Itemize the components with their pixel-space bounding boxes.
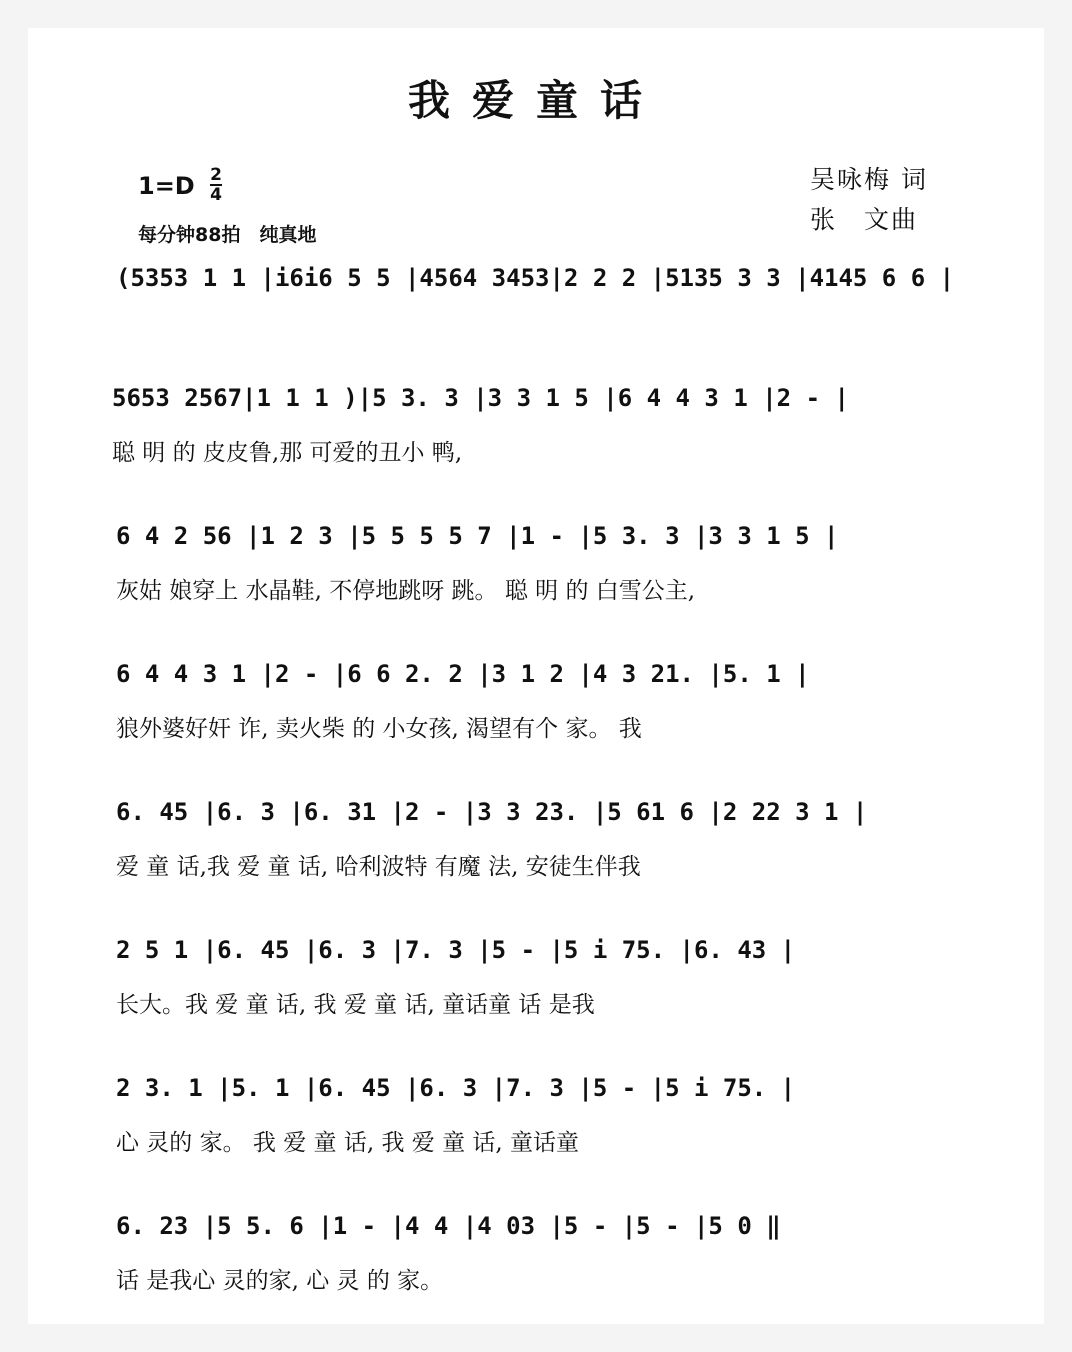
time-signature <box>208 166 224 204</box>
composer-credit: 张 文曲 <box>810 205 919 234</box>
time-denominator: 4 <box>210 185 222 205</box>
notation-line: 6 4 4 3 1 |2 - |6 6 2. 2 |3 1 2 |4 3 21. |5. 1 | <box>116 660 810 688</box>
notation-line: 6 4 2 56 |1 2 3 |5 5 5 5 7 |1 - |5 3. 3 |3 3 1 5 | <box>116 522 839 550</box>
notation-line: 6. 23 |5 5. 6 |1 - |4 4 |4 03 |5 - |5 - |5 0 ‖ <box>116 1212 781 1240</box>
lyrics-line: 长大。我 爱 童 话, 我 爱 童 话, 童话童 话 是我 <box>116 992 595 1018</box>
tempo-marking: 每分钟88拍 纯真地 <box>138 224 317 246</box>
notation-line: 6. 45 |6. 3 |6. 31 |2 - |3 3 23. |5 61 6 |2 22 3 1 | <box>116 798 868 826</box>
lyrics-line: 爱 童 话,我 爱 童 话, 哈利波特 有魔 法, 安徒生伴我 <box>116 854 641 880</box>
notation-line: (5353 1 1 |i6i6 5 5 |4564 3453|2 2 2 |5135 3 3 |4145 6 6 | <box>116 264 955 292</box>
lyricist-credit: 吴咏梅 词 <box>810 165 928 194</box>
lyrics-line: 话 是我心 灵的家, 心 灵 的 家。 <box>116 1268 444 1294</box>
song-title: 我爱童话 <box>407 76 664 125</box>
notation-line: 2 5 1 |6. 45 |6. 3 |7. 3 |5 - |5 i 75. |6. 43 | <box>116 936 796 964</box>
notation-line: 2 3. 1 |5. 1 |6. 45 |6. 3 |7. 3 |5 - |5 i 75. | <box>116 1074 796 1102</box>
key-signature: 1=D <box>138 172 195 200</box>
time-numerator: 2 <box>210 165 222 185</box>
notation-line: 5653 2567|1 1 1 )|5 3. 3 |3 3 1 5 |6 4 4 3 1 |2 - | <box>112 384 849 412</box>
lyrics-line: 聪 明 的 皮皮鲁,那 可爱的丑小 鸭, <box>112 440 463 466</box>
lyrics-line: 灰姑 娘穿上 水晶鞋, 不停地跳呀 跳。 聪 明 的 白雪公主, <box>116 578 696 604</box>
lyrics-line: 心 灵的 家。 我 爱 童 话, 我 爱 童 话, 童话童 <box>116 1130 580 1156</box>
lyrics-line: 狼外婆好奸 诈, 卖火柴 的 小女孩, 渴望有个 家。 我 <box>116 716 642 742</box>
